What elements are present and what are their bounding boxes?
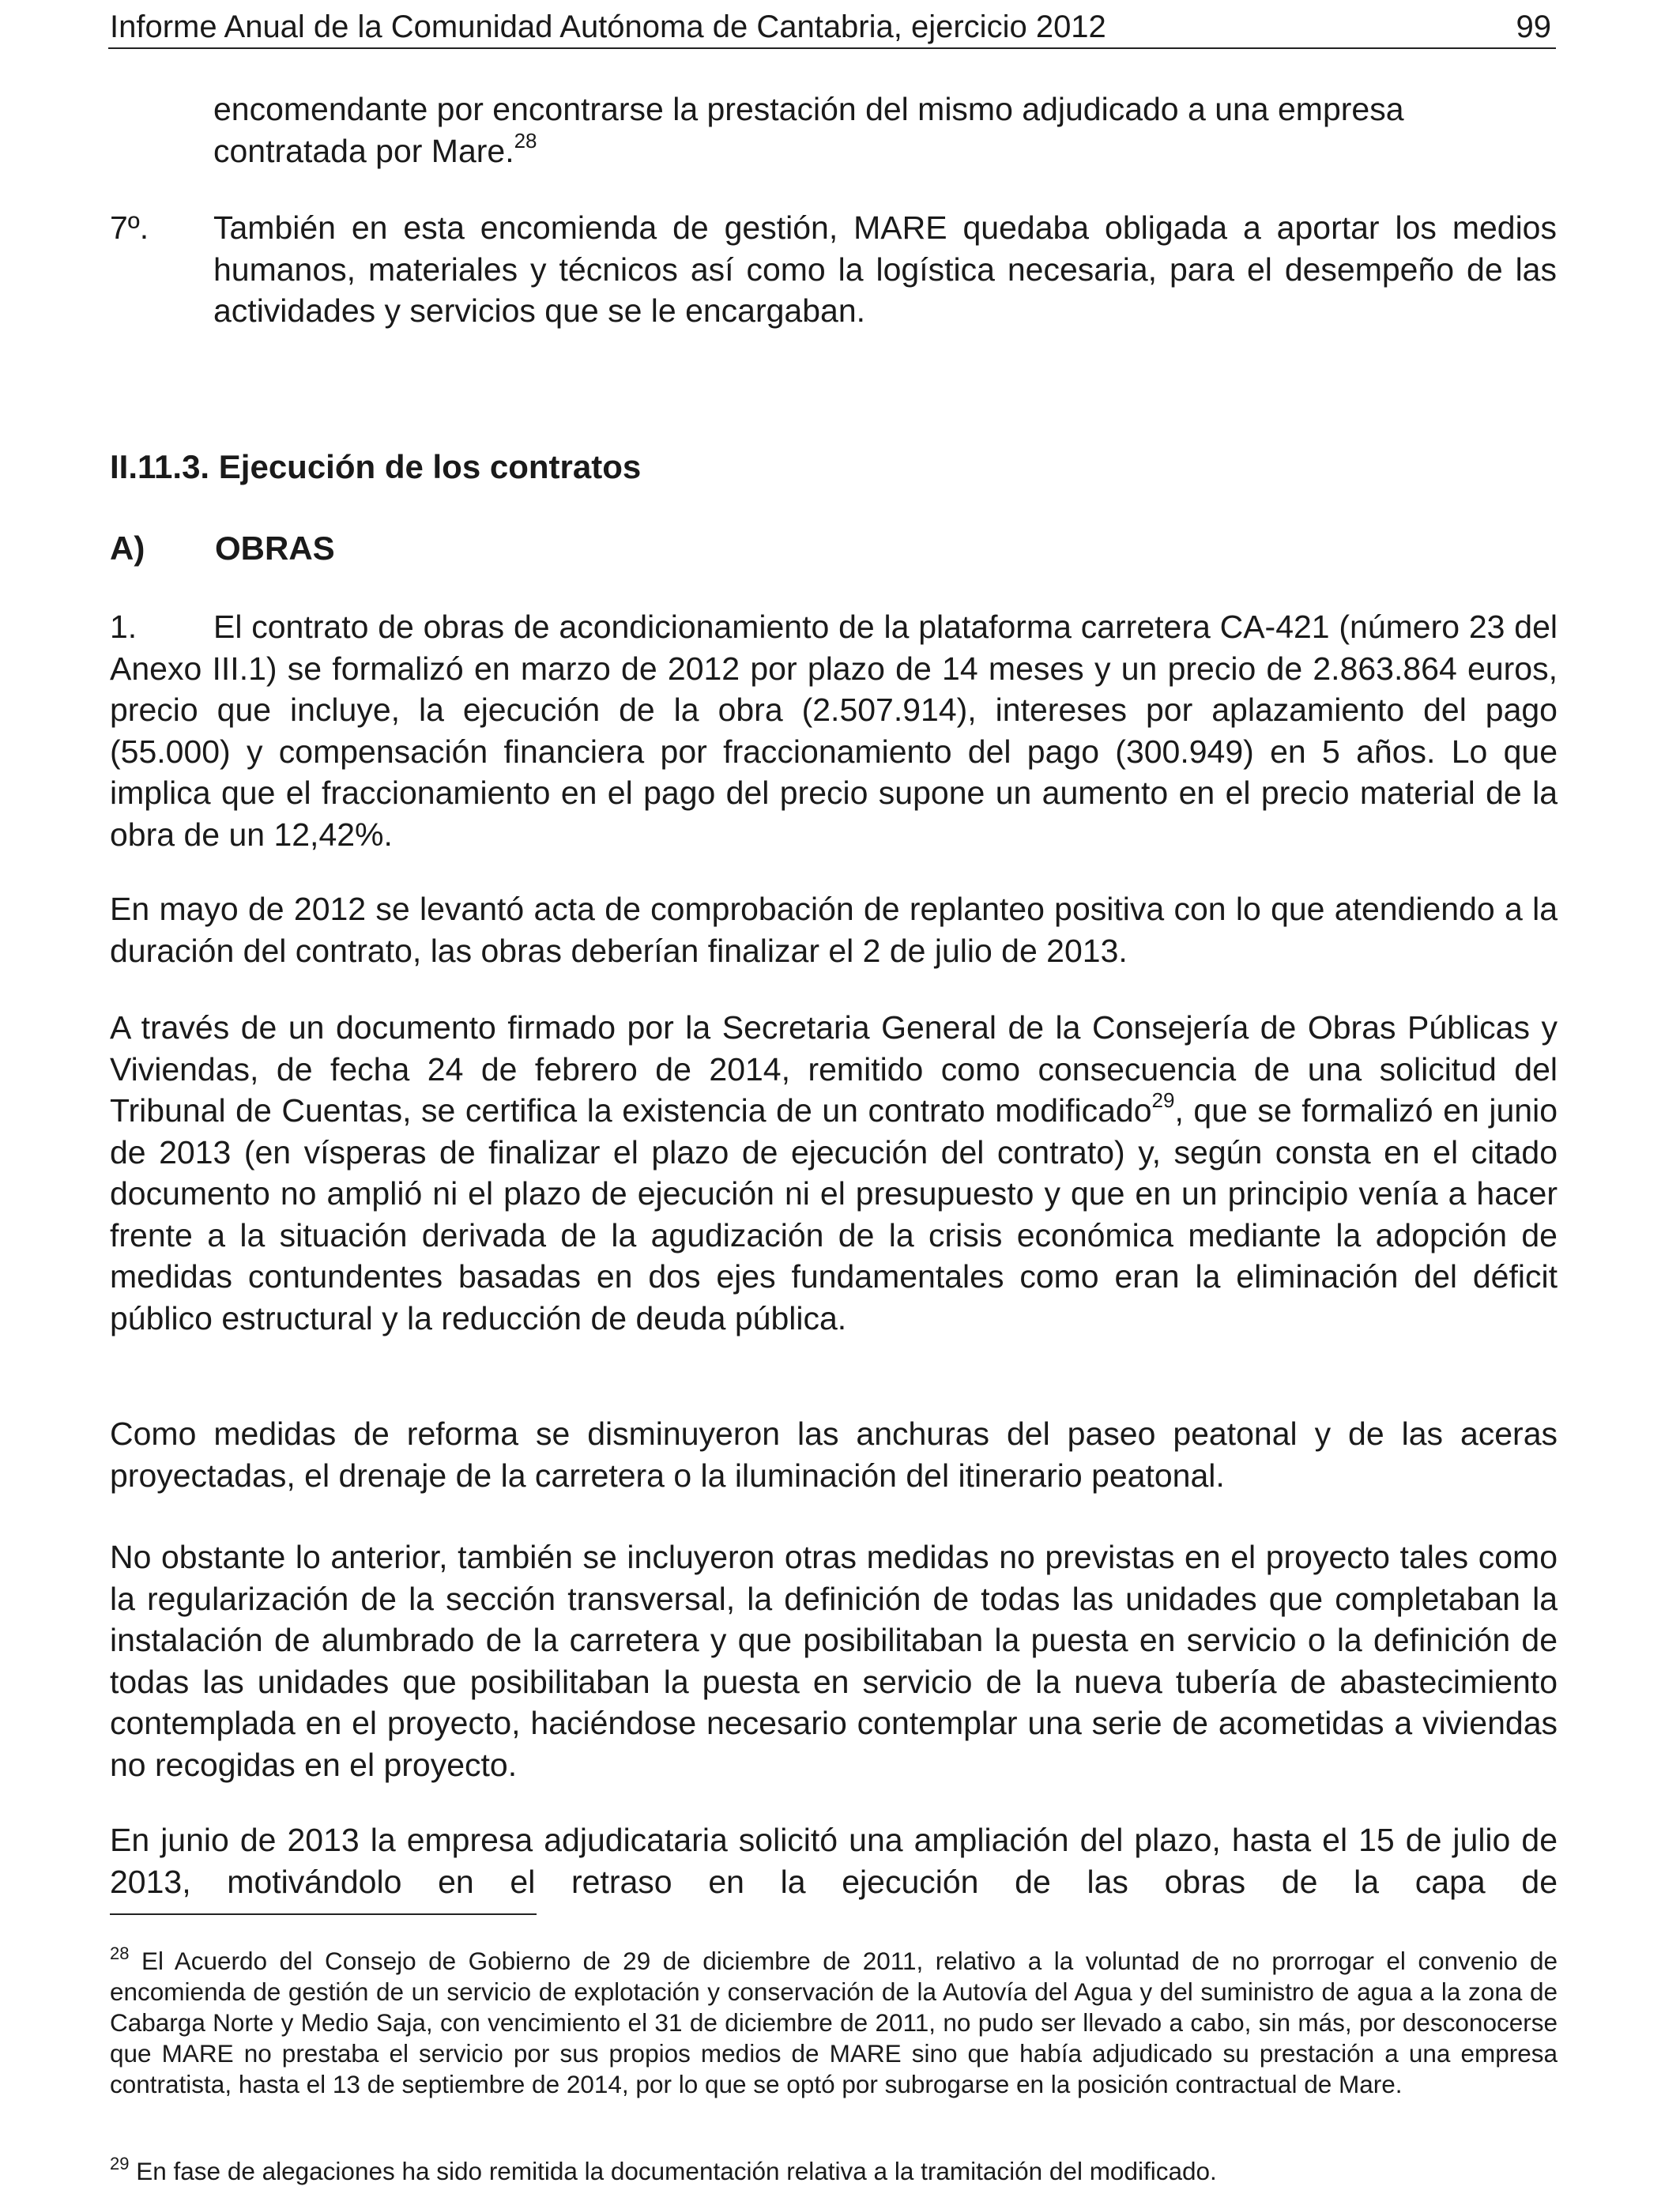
footnote-29-text: En fase de alegaciones ha sido remitida la documentación relativa a la tramitación del modificado. (136, 2157, 1217, 2185)
subsection-title: OBRAS (215, 530, 335, 567)
paragraph-4 (110, 1413, 1558, 1496)
paragraph-1-text: El contrato de obras de acondicionamiento de la plataforma carretera CA-421 (número 23 del Anexo III.1) se formalizó en marzo de 2012 por plazo de 14 meses y un precio de 2.863.864 euros, precio que incluye, la ejecución de la obra (2.507.914), intereses por aplazamiento del pago (55.000) y compensación financiera por fraccionamiento del pago (300.949) en 5 años. Lo que implica que el fraccionamiento en el pago del precio supone un aumento en el precio material de la obra de un 12,42%. (110, 609, 1558, 853)
page-header (108, 6, 1556, 49)
report-title: Informe Anual de la Comunidad Autónoma de Cantabria, ejercicio 2012 (110, 9, 1106, 44)
footnote-ref-29: 29 (1151, 1088, 1175, 1112)
footnote-28 (110, 1943, 1558, 2100)
footnote-29-number: 29 (110, 2154, 130, 2173)
paragraph-4-text: Como medidas de reforma se disminuyeron las anchuras del paseo peatonal y de las aceras proyectadas, el drenaje de la carretera o la iluminación del itinerario peatonal. (110, 1416, 1558, 1494)
item-7-text: También en esta encomienda de gestión, MARE quedaba obligada a aportar los medios humanos, materiales y técnicos así como la logística necesaria, para el desempeño de las actividades y servicios que se le encargaban. (213, 209, 1557, 329)
subsection-label: A) (110, 530, 145, 567)
paragraph-3 (110, 1007, 1558, 1339)
paragraph-5-text: No obstante lo anterior, también se incluyeron otras medidas no previstas en el proyecto tales como la regularización de la sección transversal, la definición de todas las unidades que completaban la instalación de alumbrado de la carretera y que posibilitaban la puesta en servicio o la definición de todas las unidades que posibilitaban la puesta en servicio de la nueva tubería de abastecimiento contemplada en el proyecto, haciéndose necesario contemplar una serie de acometidas a viviendas no recogidas en el proyecto. (110, 1539, 1558, 1783)
paragraph-1-label: 1. (110, 609, 137, 645)
section-heading: II.11.3. Ejecución de los contratos (110, 448, 642, 485)
continuation-text: encomendante por encontrarse la prestación del mismo adjudicado a una empresa contratada por Mare. (213, 91, 1404, 169)
paragraph-6 (110, 1819, 1558, 1902)
paragraph-5 (110, 1536, 1558, 1785)
item-7-label: 7º. (110, 209, 149, 246)
paragraph-2 (110, 888, 1558, 971)
page-number: 99 (1516, 9, 1551, 44)
footnote-29 (110, 2156, 1558, 2187)
paragraph-2-text: En mayo de 2012 se levantó acta de comprobación de replanteo positiva con lo que atendiendo a la duración del contrato, las obras deberían finalizar el 2 de julio de 2013. (110, 891, 1558, 969)
continuation-paragraph (213, 89, 1557, 172)
footnote-ref-28: 28 (514, 128, 537, 153)
footnote-28-text: El Acuerdo del Consejo de Gobierno de 29 de diciembre de 2011, relativo a la voluntad de no prorrogar el convenio de encomienda de gestión de un servicio de explotación y conservación de la Autovía del Agua y del suministro de agua a la zona de Cabarga Norte y Medio Saja, con vencimiento el 31 de diciembre de 2011, no pudo ser llevado a cabo, sin más, por desconocerse que MARE no prestaba el servicio por sus propios medios de MARE sino que había adjudicado su prestación a una empresa contratista, hasta el 13 de septiembre de 2014, por lo que se optó por subrogarse en la posición contractual de Mare. (110, 1947, 1558, 2098)
paragraph-1 (110, 606, 1558, 855)
footnote-separator (110, 1913, 537, 1915)
paragraph-3-text-a: A través de un documento firmado por la Secretaria General de la Consejería de Obras Públicas y Viviendas, de fecha 24 de febrero de 2014, remitido como consecuencia de una solicitud del Tribunal de Cuentas, se certifica la existencia de un contrato modificado (110, 1009, 1558, 1129)
paragraph-6-text: En junio de 2013 la empresa adjudicataria solicitó una ampliación del plazo, hasta el 15 de julio de 2013, motivándolo en el retraso en la ejecución de las obras de la capa de (110, 1822, 1558, 1900)
paragraph-3-text-b: , que se formalizó en junio de 2013 (en vísperas de finalizar el plazo de ejecución del contrato) y, según consta en el citado documento no amplió ni el plazo de ejecución ni el presupuesto y que en un principio venía a hacer frente a la situación derivada de la agudización de la crisis económica mediante la adopción de medidas contundentes basadas en dos ejes fundamentales como eran la eliminación del déficit público estructural y la reducción de deuda pública. (110, 1092, 1558, 1336)
item-7-paragraph (213, 207, 1557, 332)
footnote-28-number: 28 (110, 1943, 130, 1963)
